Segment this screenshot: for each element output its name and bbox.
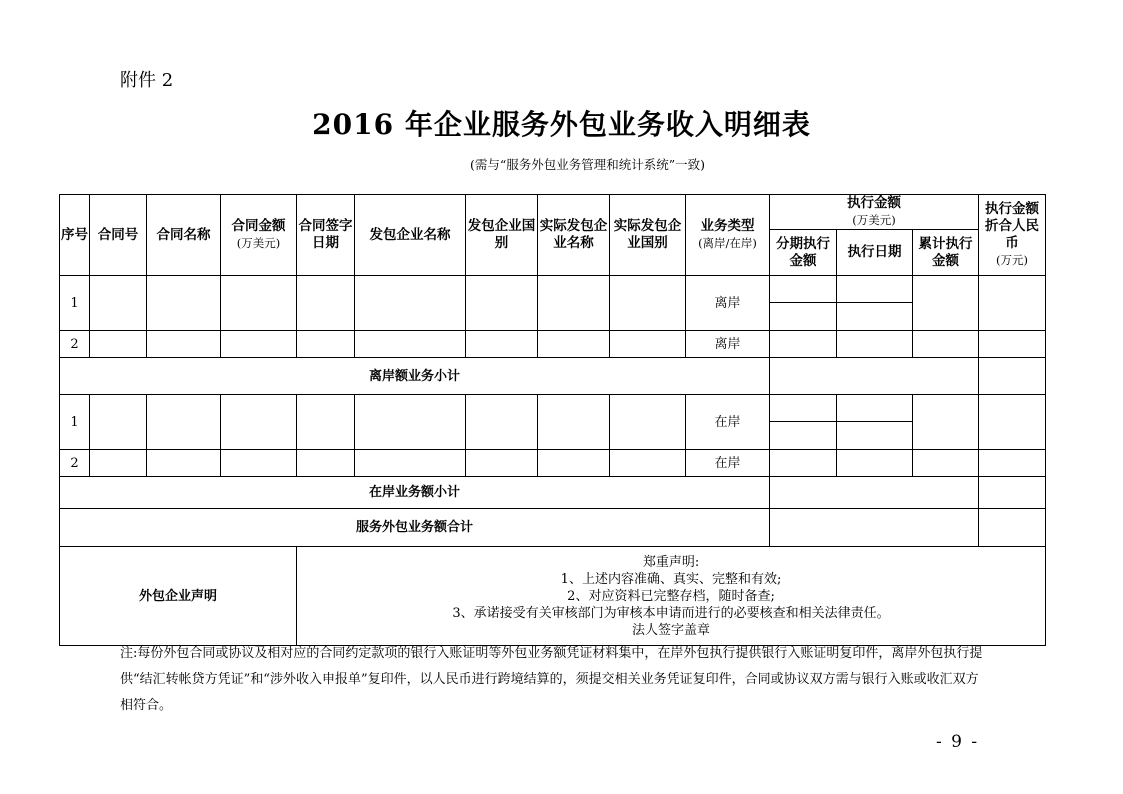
- col-rmb-unit: (万元): [996, 253, 1028, 267]
- title-note: (需与“服务外包业务管理和统计系统”一致): [470, 157, 706, 172]
- declaration-line: 3、承诺接受有关审核部门为审核本申请而进行的必要核查和相关法律责任。: [452, 605, 890, 621]
- row-seq: 1: [60, 395, 90, 450]
- offshore-subtotal-label: 离岸额业务小计: [60, 358, 770, 395]
- col-business-type-unit: (离岸/在岸): [698, 236, 757, 250]
- col-cumulative: 累计执行金额: [913, 230, 979, 276]
- col-contract-name: 合同名称: [147, 195, 221, 276]
- col-actual-client-country: 实际发包企业国别: [610, 195, 686, 276]
- declaration-signature: 法人签字盖章: [632, 622, 711, 638]
- declaration-line: 1、上述内容准确、真实、完整和有效;: [560, 571, 782, 587]
- table-row: [60, 276, 1046, 303]
- onshore-subtotal-row: [60, 477, 1046, 509]
- declaration-line: 2、对应资料已完整存档，随时备查;: [567, 588, 775, 604]
- table-row: [60, 450, 1046, 477]
- row-type: 离岸: [686, 276, 770, 331]
- col-exec-amount-unit: (万美元): [852, 213, 896, 227]
- declaration-label: 外包企业声明: [60, 547, 297, 646]
- col-installment: 分期执行金额: [770, 230, 837, 276]
- income-detail-table: [59, 194, 1046, 646]
- footnote: 注:每份外包合同或协议及相对应的合同约定款项的银行入账证明等外包业务额凭证材料集中，在岸外包执行提供银行入账证明复印件，离岸外包执行提供“结汇转帐贷方凭证”和“涉外收入申报单”复印件，以人民币进行跨境结算的，须提交相关业务凭证复印件，合同或协议双方需与银行入账或收汇双方相符合。: [120, 646, 983, 713]
- col-seq: 序号: [60, 195, 90, 276]
- document-title: 2016 年企业服务外包业务收入明细表: [312, 108, 811, 141]
- page-number: - 9 -: [936, 732, 980, 752]
- col-business-type-label: 业务类型: [700, 218, 755, 234]
- col-contract-amount: [221, 195, 297, 276]
- col-business-type: [686, 195, 770, 276]
- offshore-subtotal-row: [60, 358, 1046, 395]
- row-type: 在岸: [686, 395, 770, 450]
- col-client-country: 发包企业国别: [466, 195, 538, 276]
- onshore-subtotal-label: 在岸业务额小计: [60, 477, 770, 509]
- row-type: 离岸: [686, 331, 770, 358]
- grand-total-row: [60, 509, 1046, 547]
- declaration-row: [60, 547, 1046, 646]
- col-exec-amount: [770, 195, 979, 230]
- col-contract-amount-unit: (万美元): [236, 236, 281, 250]
- header-row: [60, 195, 1046, 230]
- col-exec-date: 执行日期: [837, 230, 913, 276]
- col-sign-date: 合同签字日期: [297, 195, 355, 276]
- declaration-text: [297, 547, 1046, 646]
- grand-total-label: 服务外包业务额合计: [60, 509, 770, 547]
- col-actual-client-name: 实际发包企业名称: [538, 195, 610, 276]
- col-contract-amount-label: 合同金额: [231, 218, 286, 234]
- attachment-label: 附件 2: [120, 70, 174, 91]
- row-seq: 2: [60, 450, 90, 477]
- table-row: [60, 395, 1046, 422]
- row-seq: 2: [60, 331, 90, 358]
- col-contract-no: 合同号: [90, 195, 147, 276]
- row-type: 在岸: [686, 450, 770, 477]
- col-client-name: 发包企业名称: [355, 195, 466, 276]
- col-rmb-label: 执行金额折合人民币: [985, 201, 1040, 251]
- table-row: [60, 331, 1046, 358]
- declaration-heading: 郑重声明:: [642, 554, 700, 570]
- col-rmb: [979, 195, 1046, 276]
- row-seq: 1: [60, 276, 90, 331]
- col-exec-amount-label: 执行金额: [847, 195, 901, 211]
